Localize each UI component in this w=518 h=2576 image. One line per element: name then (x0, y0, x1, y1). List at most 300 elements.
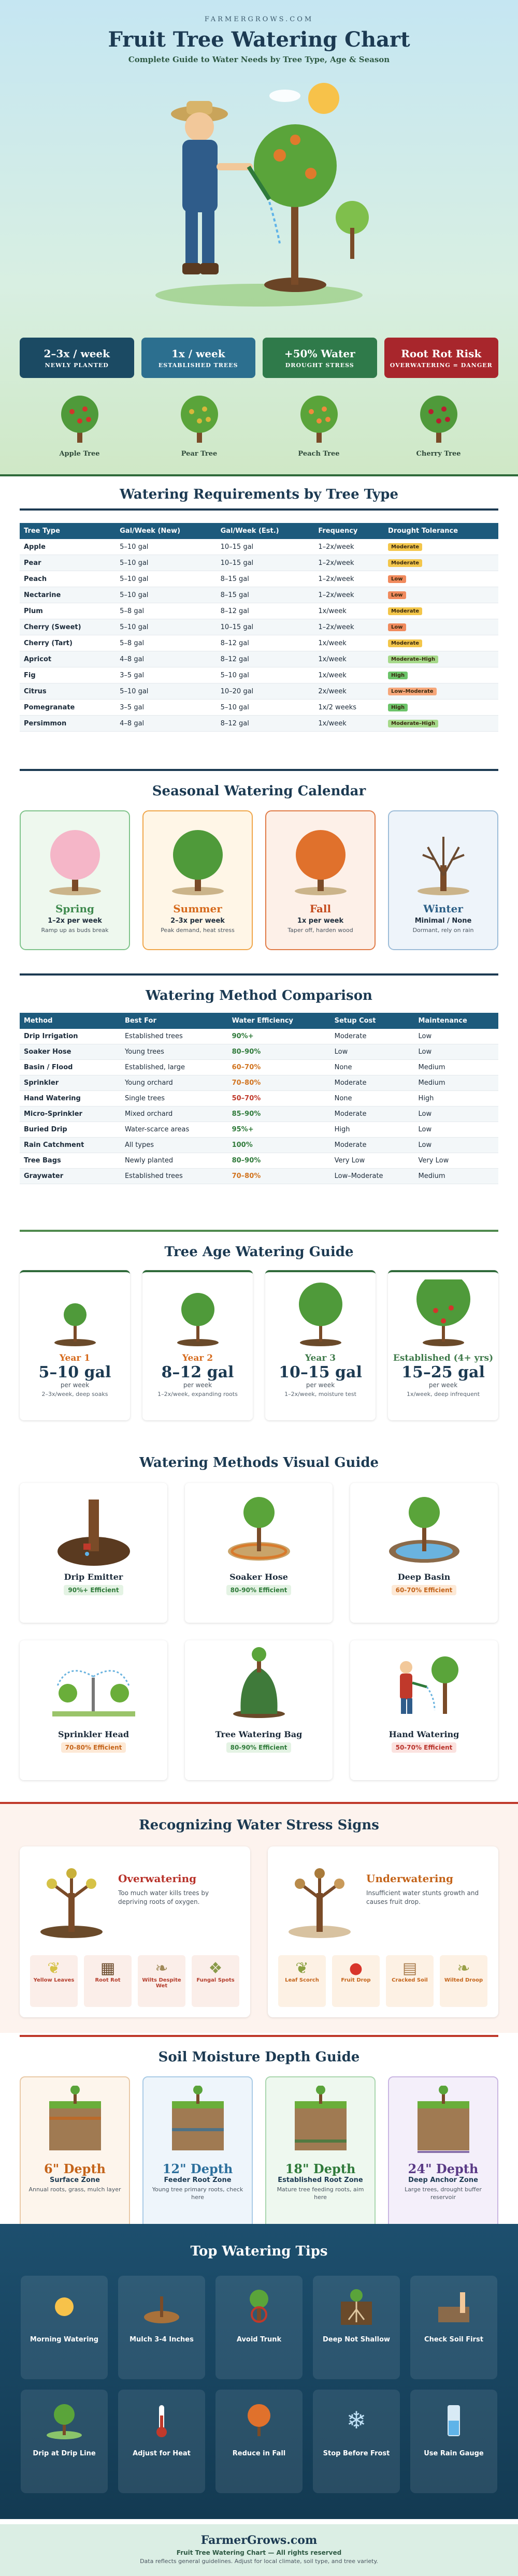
season-frequency: 1x per week (297, 917, 344, 925)
age-year: Year 1 (59, 1353, 91, 1363)
gardener-watering-illustration (140, 78, 378, 316)
gal-est-cell: 8–12 gal (217, 651, 314, 667)
gal-new-cell: 5–10 gal (116, 619, 216, 635)
divider (20, 1230, 498, 1232)
gal-est-cell: 5–10 gal (217, 700, 314, 716)
wilted-droop-icon: ❧ (457, 1959, 470, 1977)
method-cell: Buried Drip (20, 1122, 121, 1138)
soil-zone: Established Root Zone (278, 2176, 363, 2184)
frequency-cell: 1x/week (314, 603, 384, 619)
season-frequency: 2–3x per week (170, 917, 225, 925)
column-header: Frequency (314, 523, 384, 539)
wilt-icon: ❧ (155, 1959, 168, 1977)
soil-zone: Feeder Root Zone (164, 2176, 232, 2184)
maintenance-cell: Medium (414, 1075, 498, 1091)
svg-text:❄: ❄ (346, 2406, 367, 2434)
soil-card (388, 2076, 498, 2242)
root-rot-icon: ▦ (100, 1959, 116, 1977)
tip-card (21, 2276, 108, 2379)
stress-section (0, 1802, 518, 2033)
tolerance-badge: Moderate (388, 543, 422, 551)
method-card (185, 1483, 333, 1623)
tip-card (313, 2276, 400, 2379)
frequency-cell: 1–2x/week (314, 571, 384, 587)
soil-layer-icon (44, 2086, 106, 2153)
tree-type-cell: Nectarine (20, 587, 116, 603)
age-gallons: 10–15 gal (279, 1363, 362, 1381)
tolerance-cell (384, 619, 498, 635)
efficiency-cell: 60–70% (228, 1060, 330, 1075)
column-header: Water Efficiency (228, 1013, 330, 1029)
season-card (142, 810, 253, 950)
section-title: Watering Methods Visual Guide (139, 1455, 379, 1471)
sign-card (278, 1955, 326, 2007)
season-card (388, 810, 498, 950)
soil-section (20, 2035, 498, 2242)
divider (20, 769, 498, 771)
hero-tree (397, 391, 480, 458)
setup-cost-cell: None (330, 1060, 414, 1075)
section-title: Watering Requirements by Tree Type (119, 487, 398, 502)
season-frequency: 1–2x per week (48, 917, 102, 925)
stat-card (20, 338, 134, 378)
stat-value: 2–3x / week (44, 347, 110, 360)
season-description: Taper off, harden wood (287, 927, 353, 934)
tolerance-cell (384, 587, 498, 603)
setup-cost-cell: Moderate (330, 1138, 414, 1153)
sign-label: Wilted Droop (444, 1977, 483, 1983)
peach-tree-icon (291, 391, 348, 448)
table-row (20, 1153, 498, 1169)
table-row (20, 683, 498, 700)
season-name: Fall (309, 903, 332, 915)
frequency-cell: 1–2x/week (314, 555, 384, 571)
tree-type-cell: Persimmon (20, 716, 116, 732)
sign-card (386, 1955, 434, 2007)
divider (20, 2035, 498, 2037)
tree-age-icon (284, 1279, 357, 1347)
soil-depth: 12" Depth (162, 2161, 233, 2176)
soil-card (20, 2076, 130, 2242)
method-card (20, 1483, 167, 1623)
method-cell: Tree Bags (20, 1153, 121, 1169)
tolerance-badge: Low–Moderate (388, 688, 436, 695)
frequency-cell: 1x/week (314, 667, 384, 683)
maintenance-cell: Very Low (414, 1153, 498, 1169)
method-name: Soaker Hose (229, 1572, 288, 1582)
stat-card (141, 338, 256, 378)
column-header: Tree Type (20, 523, 116, 539)
age-per-week: per week (183, 1381, 212, 1389)
sign-label: Yellow Leaves (33, 1977, 75, 1983)
age-card (265, 1270, 376, 1420)
footer-line: Fruit Tree Watering Chart — All rights reserved (176, 2549, 342, 2556)
best-for-cell: Young orchard (121, 1075, 228, 1091)
efficiency-badge: 50-70% Efficient (392, 1742, 457, 1753)
soil-zone: Deep Anchor Zone (408, 2176, 478, 2184)
method-cell: Rain Catchment (20, 1138, 121, 1153)
gal-new-cell: 3–5 gal (116, 667, 216, 683)
sign-label: Root Rot (95, 1977, 121, 1983)
tip-label: Check Soil First (424, 2336, 483, 2344)
tip-label: Adjust for Heat (133, 2450, 191, 2457)
efficiency-cell: 70–80% (228, 1075, 330, 1091)
soil-description: Young tree primary roots, check here (152, 2186, 243, 2201)
drip-line-icon (44, 2400, 85, 2441)
season-name: Summer (173, 903, 222, 915)
requirements-table (20, 523, 498, 732)
rain-gauge-icon (433, 2400, 474, 2441)
efficiency-cell: 90%+ (228, 1029, 330, 1044)
table-row (20, 619, 498, 635)
gal-est-cell: 10–15 gal (217, 555, 314, 571)
method-name: Deep Basin (397, 1572, 451, 1582)
best-for-cell: Water-scarce areas (121, 1122, 228, 1138)
gal-new-cell: 4–8 gal (116, 716, 216, 732)
table-row (20, 603, 498, 619)
setup-cost-cell: High (330, 1122, 414, 1138)
setup-cost-cell: Low–Moderate (330, 1169, 414, 1184)
season-card (20, 810, 130, 950)
tolerance-badge: Moderate–High (388, 720, 438, 727)
frequency-cell: 1x/week (314, 635, 384, 651)
gal-new-cell: 5–8 gal (116, 603, 216, 619)
table-row (20, 635, 498, 651)
tree-type-cell: Pear (20, 555, 116, 571)
stat-value: 1x / week (171, 347, 225, 360)
age-note: 2–3x/week, deep soaks (41, 1391, 108, 1398)
frequency-cell: 1x/week (314, 651, 384, 667)
overwatering-title: Overwatering (118, 1872, 197, 1885)
tree-type-cell: Pomegranate (20, 700, 116, 716)
season-description: Peak demand, heat stress (161, 927, 235, 934)
underwatered-tree-icon (283, 1862, 356, 1940)
table-row (20, 1138, 498, 1153)
age-card (20, 1270, 130, 1420)
tip-card (313, 2390, 400, 2493)
underwatering-title: Underwatering (366, 1872, 454, 1885)
tolerance-badge: Moderate (388, 607, 422, 615)
efficiency-cell: 70–80% (228, 1169, 330, 1184)
table-row (20, 1060, 498, 1075)
hero-tree-label: Cherry Tree (416, 450, 461, 458)
setup-cost-cell: Very Low (330, 1153, 414, 1169)
tip-card (410, 2390, 497, 2493)
tip-card (118, 2276, 205, 2379)
apple-tree-icon (51, 391, 108, 448)
tolerance-cell (384, 667, 498, 683)
season-card (265, 810, 376, 950)
tip-label: Avoid Trunk (236, 2336, 282, 2344)
season-description: Ramp up as buds break (41, 927, 109, 934)
column-header: Best For (121, 1013, 228, 1029)
method-name: Drip Emitter (64, 1572, 123, 1582)
tolerance-badge: Moderate (388, 639, 422, 647)
age-year: Year 2 (182, 1353, 213, 1363)
soil-description: Mature tree feeding roots, aim here (277, 2186, 364, 2201)
column-header: Maintenance (414, 1013, 498, 1029)
fall-tree-icon (238, 2400, 280, 2441)
season-name: Spring (55, 903, 95, 915)
tolerance-cell (384, 716, 498, 732)
stat-card (384, 338, 499, 378)
maintenance-cell: Low (414, 1029, 498, 1044)
tolerance-cell (384, 555, 498, 571)
gal-new-cell: 5–10 gal (116, 683, 216, 700)
hero-tree (38, 391, 121, 458)
soil-depth: 6" Depth (44, 2161, 106, 2176)
frequency-cell: 1–2x/week (314, 619, 384, 635)
efficiency-badge: 60-70% Efficient (392, 1585, 457, 1595)
table-row (20, 1091, 498, 1107)
method-name: Sprinkler Head (57, 1729, 130, 1739)
tree-type-cell: Cherry (Sweet) (20, 619, 116, 635)
tree-type-cell: Apple (20, 539, 116, 555)
best-for-cell: Mixed orchard (121, 1107, 228, 1122)
tolerance-cell (384, 571, 498, 587)
soil-depth: 24" Depth (408, 2161, 479, 2176)
age-gallons: 15–25 gal (401, 1363, 485, 1381)
tips-section (0, 2224, 518, 2519)
age-year: Year 3 (305, 1353, 336, 1363)
sign-label: Cracked Soil (392, 1977, 428, 1983)
tips-grid (21, 2276, 497, 2493)
sign-card (84, 1955, 132, 2007)
best-for-cell: Established, large (121, 1060, 228, 1075)
efficiency-badge: 70-80% Efficient (61, 1742, 126, 1753)
gal-est-cell: 10–15 gal (217, 619, 314, 635)
tolerance-badge: High (388, 704, 408, 711)
best-for-cell: Young trees (121, 1044, 228, 1060)
stat-value: Root Rot Risk (401, 347, 482, 360)
sign-label: Fungal Spots (196, 1977, 235, 1983)
age-note: 1x/week, deep infrequent (406, 1391, 480, 1398)
tree-type-cell: Apricot (20, 651, 116, 667)
deep-basin-icon (383, 1489, 466, 1567)
section-title: Recognizing Water Stress Signs (139, 1817, 379, 1833)
hero-tree-label: Peach Tree (298, 450, 340, 458)
underwatering-signs (278, 1955, 487, 2007)
maintenance-cell: Medium (414, 1060, 498, 1075)
tip-card (215, 2390, 303, 2493)
setup-cost-cell: Moderate (330, 1107, 414, 1122)
thermometer-icon (141, 2400, 182, 2441)
tolerance-badge: Low (388, 591, 406, 599)
soil-description: Large trees, drought buffer reservoir (405, 2186, 482, 2201)
gal-new-cell: 5–10 gal (116, 587, 216, 603)
maintenance-cell: Low (414, 1122, 498, 1138)
brand-name[interactable]: FARMERGROWS.COM (204, 16, 314, 23)
gal-new-cell: 4–8 gal (116, 651, 216, 667)
column-header: Gal/Week (New) (116, 523, 216, 539)
table-row (20, 1169, 498, 1184)
fungal-spots-icon: ❖ (208, 1959, 223, 1977)
sun-icon (44, 2286, 85, 2327)
cracked-soil-icon: ▤ (402, 1959, 418, 1977)
age-per-week: per week (306, 1381, 335, 1389)
season-frequency: Minimal / None (414, 917, 472, 925)
maintenance-cell: Medium (414, 1169, 498, 1184)
gal-new-cell: 5–10 gal (116, 571, 216, 587)
table-row (20, 539, 498, 555)
sign-label: Leaf Scorch (285, 1977, 319, 1983)
best-for-cell: Single trees (121, 1091, 228, 1107)
section-title: Soil Moisture Depth Guide (158, 2049, 360, 2065)
best-for-cell: Newly planted (121, 1153, 228, 1169)
method-cell: Hand Watering (20, 1091, 121, 1107)
setup-cost-cell: Low (330, 1044, 414, 1060)
tip-card (410, 2276, 497, 2379)
soil-card (265, 2076, 376, 2242)
gal-est-cell: 10–20 gal (217, 683, 314, 700)
hero-tree (278, 391, 361, 458)
table-row (20, 651, 498, 667)
best-for-cell: Established trees (121, 1029, 228, 1044)
method-card (185, 1640, 333, 1780)
footer-brand[interactable]: FarmerGrows.com (200, 2534, 318, 2547)
mulch-icon (141, 2286, 182, 2327)
gal-est-cell: 8–15 gal (217, 587, 314, 603)
soil-zone: Surface Zone (50, 2176, 100, 2184)
tip-label: Morning Watering (30, 2336, 99, 2344)
tolerance-badge: Low (388, 623, 406, 631)
maintenance-cell: Low (414, 1138, 498, 1153)
frost-icon (336, 2400, 377, 2441)
gal-est-cell: 5–10 gal (217, 667, 314, 683)
season-cards (20, 810, 498, 950)
frequency-cell: 2x/week (314, 683, 384, 700)
table-row (20, 587, 498, 603)
method-cell: Drip Irrigation (20, 1029, 121, 1044)
table-row (20, 700, 498, 716)
soil-cards (20, 2076, 498, 2242)
sign-label: Wilts Despite Wet (142, 1977, 181, 1989)
table-row (20, 716, 498, 732)
divider (20, 508, 498, 511)
footer (0, 2524, 518, 2576)
stat-value: +50% Water (284, 347, 355, 360)
age-per-week: per week (428, 1381, 458, 1389)
pear-tree-icon (171, 391, 228, 448)
age-year: Established (4+ yrs) (393, 1353, 494, 1363)
sign-card (30, 1955, 78, 2007)
maintenance-cell: Low (414, 1107, 498, 1122)
setup-cost-cell: Moderate (330, 1029, 414, 1044)
gal-est-cell: 8–12 gal (217, 716, 314, 732)
soil-layer-icon (412, 2086, 474, 2153)
season-tree-icon (39, 819, 111, 896)
drip-emitter-icon (52, 1489, 135, 1567)
maintenance-cell: High (414, 1091, 498, 1107)
stat-label: ESTABLISHED TREES (158, 361, 238, 369)
season-tree-icon (284, 819, 357, 896)
age-card (388, 1270, 498, 1420)
underwatering-card (268, 1846, 498, 2017)
hero-tree-row (20, 391, 498, 458)
tip-label: Stop Before Frost (323, 2450, 390, 2457)
section-title: Watering Method Comparison (146, 988, 372, 1003)
gal-new-cell: 5–10 gal (116, 539, 216, 555)
hand-watering-icon (383, 1647, 466, 1724)
tolerance-badge: High (388, 672, 408, 679)
season-tree-icon (407, 819, 480, 896)
sign-card (138, 1955, 185, 2007)
hero-tree-label: Pear Tree (181, 450, 218, 458)
tolerance-cell (384, 539, 498, 555)
tolerance-cell (384, 700, 498, 716)
sign-card (332, 1955, 380, 2007)
stat-label: DROUGHT STRESS (285, 361, 354, 369)
method-cell: Basin / Flood (20, 1060, 121, 1075)
efficiency-cell: 100% (228, 1138, 330, 1153)
method-cell: Micro-Sprinkler (20, 1107, 121, 1122)
frequency-cell: 1–2x/week (314, 539, 384, 555)
tree-type-cell: Fig (20, 667, 116, 683)
methods-section (20, 973, 498, 1184)
efficiency-cell: 85–90% (228, 1107, 330, 1122)
tree-watering-bag-icon (218, 1647, 300, 1724)
age-gallons: 5–10 gal (38, 1363, 111, 1381)
section-title: Tree Age Watering Guide (164, 1244, 354, 1260)
age-note: 1–2x/week, moisture test (284, 1391, 356, 1398)
tree-type-cell: Peach (20, 571, 116, 587)
leaf-scorch-icon: ❦ (295, 1959, 309, 1977)
age-card (142, 1270, 253, 1420)
page-title: Fruit Tree Watering Chart (108, 27, 410, 52)
overwatered-tree-icon (35, 1862, 108, 1940)
best-for-cell: Established trees (121, 1169, 228, 1184)
soil-depth: 18" Depth (285, 2161, 356, 2176)
efficiency-cell: 80–90% (228, 1153, 330, 1169)
gal-est-cell: 10–15 gal (217, 539, 314, 555)
fruit-drop-icon: ● (349, 1959, 363, 1977)
visual-section (20, 1455, 498, 1780)
table-row (20, 667, 498, 683)
hero-tree (158, 391, 241, 458)
sprinkler-head-icon (52, 1647, 135, 1724)
table-row (20, 1107, 498, 1122)
method-card (20, 1640, 167, 1780)
tolerance-cell (384, 651, 498, 667)
soil-layer-icon (167, 2086, 229, 2153)
efficiency-badge: 90%+ Efficient (64, 1585, 123, 1595)
gal-new-cell: 5–8 gal (116, 635, 216, 651)
gal-est-cell: 8–12 gal (217, 603, 314, 619)
setup-cost-cell: None (330, 1091, 414, 1107)
soil-description: Annual roots, grass, mulch layer (28, 2186, 121, 2193)
efficiency-cell: 95%+ (228, 1122, 330, 1138)
overwatering-signs (30, 1955, 239, 2007)
season-name: Winter (423, 903, 463, 915)
table-row (20, 1029, 498, 1044)
table-row (20, 1075, 498, 1091)
column-header: Gal/Week (Est.) (217, 523, 314, 539)
maintenance-cell: Low (414, 1044, 498, 1060)
sign-card (192, 1955, 239, 2007)
gal-est-cell: 8–12 gal (217, 635, 314, 651)
age-cards (20, 1270, 498, 1420)
tree-age-icon (162, 1279, 234, 1347)
age-section (20, 1230, 498, 1420)
cherry-tree-icon (410, 391, 467, 448)
method-name: Hand Watering (388, 1729, 459, 1739)
gal-est-cell: 8–15 gal (217, 571, 314, 587)
requirements-section (20, 487, 498, 732)
method-card (350, 1640, 498, 1780)
hero (0, 0, 518, 476)
divider (20, 973, 498, 976)
page-subtitle: Complete Guide to Water Needs by Tree Type, Age & Season (128, 55, 390, 64)
